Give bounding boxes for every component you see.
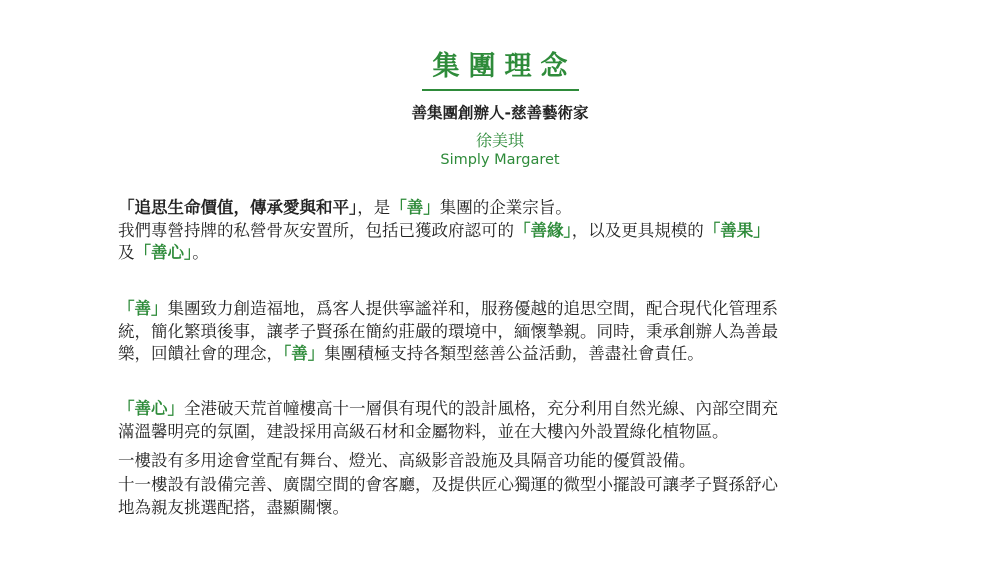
paragraph-line <box>118 398 878 421</box>
text-run: 我們專營持牌的私營骨灰安置所，包括已獲政府認可的 <box>118 220 514 240</box>
paragraph-first-floor <box>118 450 878 473</box>
text-run: 全港破天荒首幢樓高十一層俱有現代的設計風格，充分利用自然光線、內部空間充 <box>184 399 778 418</box>
founder-role: 善集團創辦人-慈善藝術家 <box>411 104 589 122</box>
paragraph-line <box>118 343 878 366</box>
brand-highlight: 「善」 <box>283 344 325 363</box>
paragraph-line: 統，簡化繁瑣後事，讓孝子賢孫在簡約莊嚴的環境中，緬懷摯親。同時，秉承創辦人為善最 <box>118 321 778 341</box>
brand-highlight: 「善」 <box>390 198 440 217</box>
paragraph-line: 地為親友挑選配搭，盡顯關懷。 <box>118 497 349 517</box>
paragraph-mission <box>118 197 878 265</box>
text-run: ，以及更具規模的 <box>571 220 704 240</box>
founder-name-zh: 徐美琪 <box>475 131 524 150</box>
text-run: 集團的企業宗旨。 <box>439 198 572 217</box>
paragraph-line: 十一樓設有設備完善、廣闊空間的會客廳，及提供匠心獨運的微型小擺設可讓孝子賢孫舒心 <box>118 475 778 494</box>
paragraph-line <box>118 220 878 243</box>
founder-name-en: Simply Margaret <box>440 152 560 168</box>
mission-slogan: 「追思生命價值，傳承愛與和平」 <box>118 198 358 217</box>
paragraph-eleventh-floor <box>118 474 878 519</box>
page-title-text: 集團理念 <box>422 44 579 91</box>
brand-highlight: 「善」 <box>118 299 168 318</box>
paragraph-line <box>118 298 878 321</box>
text-run: 樂，回饋社會的理念， <box>118 344 283 363</box>
paragraph-line: 一樓設有多用途會堂配有舞台、燈光、高級影音設施及具隔音功能的優質設備。 <box>118 451 696 470</box>
text-run: ，是 <box>357 198 391 217</box>
brand-highlight: 「善果」 <box>703 220 770 240</box>
text-run: 集團致力創造福地，爲客人提供寧謐祥和，服務優越的追思空間，配合現代化管理系 <box>167 299 778 318</box>
text-run: 集團積極支持各類型慈善公益活動，善盡社會責任。 <box>324 344 704 363</box>
page-title <box>0 44 1000 91</box>
paragraph-line <box>118 242 878 265</box>
paragraph-building <box>118 398 878 443</box>
brand-highlight: 「善心」 <box>134 243 193 262</box>
text-run: 及 <box>118 243 135 262</box>
paragraph-service <box>118 298 878 366</box>
text-run: 。 <box>192 243 209 262</box>
paragraph-line <box>118 197 878 220</box>
brand-highlight: 「善緣」 <box>514 220 572 240</box>
brand-highlight: 「善心」 <box>118 399 184 418</box>
paragraph-line: 滿溫馨明亮的氛圍，建設採用高級石材和金屬物料，並在大樓內外設置綠化植物區。 <box>118 421 729 441</box>
